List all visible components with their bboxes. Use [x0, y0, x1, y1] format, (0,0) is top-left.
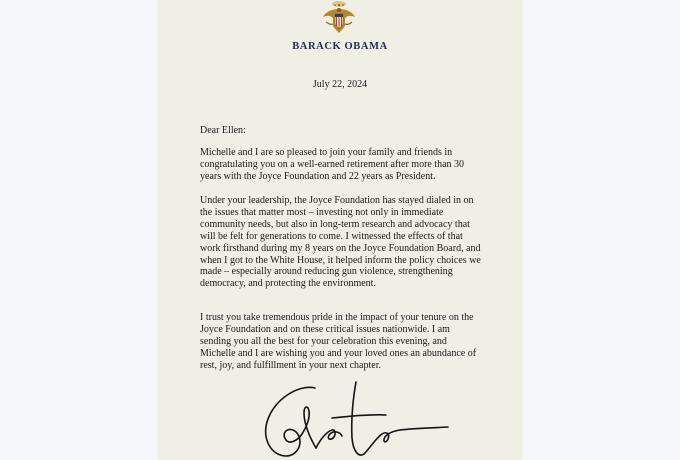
letter-date: July 22, 2024 [312, 79, 368, 90]
paragraph-text: Michelle and I are so pleased to join your family and friends in congratulating you on a well-earned retirement after more than 30 years with the Joyce Foundation and 22 years as President. [200, 147, 465, 182]
signature [260, 378, 460, 460]
paragraph-1 [200, 147, 482, 183]
paragraph-2 [200, 195, 482, 290]
salutation: Dear Ellen: [200, 125, 246, 136]
paragraph-text: Under your leadership, the Joyce Foundation has stayed dialed in on the issues that matter most – investing not only in immediate community needs, but also in long-term research and advocacy that will be felt for generations to come. I witnessed the effects of that work firsthand during my 8 years on the Joyce Foundation Board, and when I got to the White House, it helped inform the policy choices we made – especially around reducing gun violence, strengthening democracy, and protecting the environment. [200, 195, 481, 290]
eagle-seal-icon [320, 0, 358, 36]
letterhead-name: BARACK OBAMA [292, 41, 388, 52]
paragraph-text: I trust you take tremendous pride in the impact of your tenure on the Joyce Foundation and on these critical issues nationwide. I am sending you all the best for your celebration this evening, and Michelle and I are wishing you and your loved ones an abundance of rest, joy, and fulfillment in your next chapter. [200, 312, 477, 371]
letter-page [158, 0, 522, 460]
paragraph-3 [200, 312, 482, 372]
